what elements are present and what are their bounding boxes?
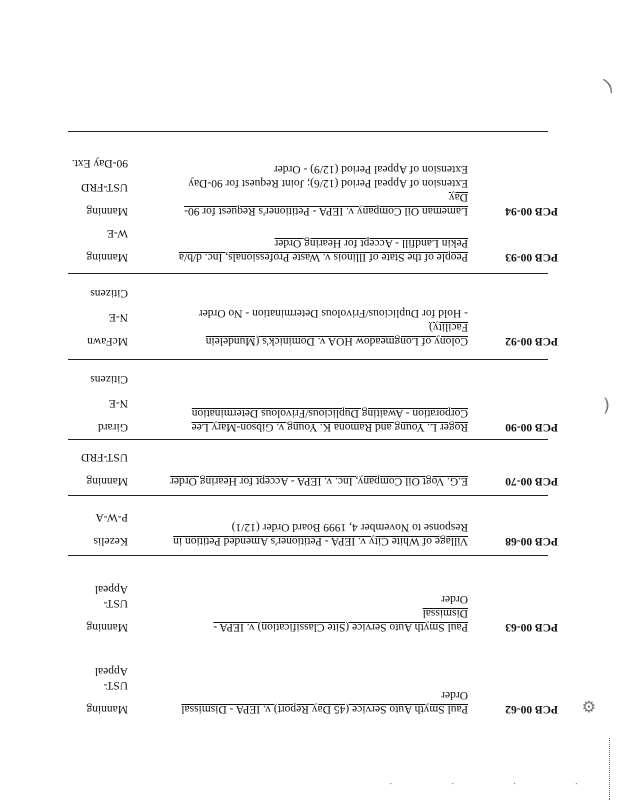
case-type: UST-: [103, 597, 128, 609]
case-type: W-E: [106, 227, 128, 239]
edge-line: [609, 738, 610, 800]
case-type: Citizens: [90, 287, 128, 299]
case-description: [168, 592, 468, 634]
case-title-line: People of the State of Illinois v. Waste Professionals, Inc. d/b/a: [178, 251, 468, 263]
staff-assignment: [58, 654, 128, 716]
case-type: P-W-A: [95, 511, 128, 523]
staff-assignment: [58, 146, 128, 218]
binder-hole-mark: ⚙: [581, 697, 596, 716]
staff-assignment: [58, 276, 128, 348]
case-title-line: E.G. Vogt Oil Company, Inc. v. IEPA - Accept for Hearing Order: [170, 475, 468, 487]
case-description: [168, 520, 468, 548]
board-member: Manning: [86, 703, 128, 715]
case-title-line: Paul Smyth Auto Service (45 Day Report) v. IEPA - Dismissal: [181, 703, 468, 715]
divider: [68, 439, 548, 440]
staff-assignment: [58, 362, 128, 434]
case-number: PCB 00-93: [505, 251, 558, 263]
case-description: [168, 162, 468, 218]
case-type: Appeal: [94, 665, 128, 677]
board-member: Manning: [86, 205, 128, 217]
divider: [68, 131, 548, 132]
case-desc-line: Response to November 4, 1999 Board Order (12/1): [231, 521, 468, 533]
staff-assignment: [58, 440, 128, 488]
board-member: Girard: [97, 421, 128, 433]
staff-assignment: [58, 572, 128, 634]
staff-assignment: [58, 500, 128, 548]
case-desc-line: Extension of Appeal Period (12/6); Joint Request for 90-Day: [188, 177, 468, 189]
case-type: UST-FRD: [81, 181, 128, 193]
case-desc-line: Extension of Appeal Period (12/9) - Order: [273, 163, 468, 175]
divider: [68, 273, 548, 274]
scan-mark: (: [600, 74, 617, 97]
board-member: Manning: [86, 475, 128, 487]
scan-specks: · · · ·: [361, 777, 578, 788]
case-desc-line: Order: [441, 689, 468, 701]
case-title-line: Roger L. Young and Ramona K. Young v. Gibson-Mary Lee: [191, 421, 468, 433]
divider: [68, 359, 548, 360]
divider: [68, 555, 548, 556]
divider: [68, 495, 548, 496]
case-title-line: Lameman Oil Company v. IEPA - Petitioner's Request for 90-Day: [184, 191, 468, 217]
case-title-line: Colony of Longmeadow HOA v. Dominick's (Mundelein Facility): [205, 321, 468, 347]
case-type: UST-FRD: [81, 451, 128, 463]
case-number: PCB 00-90: [505, 421, 558, 433]
case-type: UST-: [103, 679, 128, 691]
case-title-line: Paul Smyth Auto Service (Site Classification) v. IEPA - Dismissal: [213, 607, 468, 633]
board-member: Manning: [86, 251, 128, 263]
case-desc-line: Order: [441, 593, 468, 605]
case-description: [168, 406, 468, 434]
case-description: [168, 688, 468, 716]
case-description: [168, 474, 468, 488]
case-number: PCB 00-68: [505, 535, 558, 547]
case-number: PCB 00-62: [505, 703, 558, 715]
case-number: PCB 00-63: [505, 621, 558, 633]
board-member: McFawn: [87, 335, 128, 347]
case-description: [168, 306, 468, 348]
case-type: Appeal: [94, 583, 128, 595]
case-number: PCB 00-70: [505, 475, 558, 487]
case-type: N-E: [108, 397, 128, 409]
staff-assignment: [58, 216, 128, 264]
case-title-line: Village of White City v. IEPA - Petitioner's Amended Petition in: [173, 535, 468, 547]
case-desc-line: - Hold for Duplicious/Frivolous Determination - No Order: [198, 307, 468, 319]
case-desc-line: Corporation - Awaiting Duplicious/Frivolous Determination: [191, 407, 468, 419]
case-number: PCB 00-94: [505, 205, 558, 217]
case-type: 90-Day Ext.: [71, 157, 128, 169]
case-number: PCB 00-92: [505, 335, 558, 347]
case-description: [168, 236, 468, 264]
scan-mark: (: [602, 395, 610, 416]
board-member: Manning: [86, 621, 128, 633]
board-member: Kezelis: [93, 535, 128, 547]
case-type: Citizens: [90, 373, 128, 385]
case-desc-line: Pekin Landfill - Accept for Hearing Order: [274, 237, 468, 249]
case-type: N-E: [108, 311, 128, 323]
